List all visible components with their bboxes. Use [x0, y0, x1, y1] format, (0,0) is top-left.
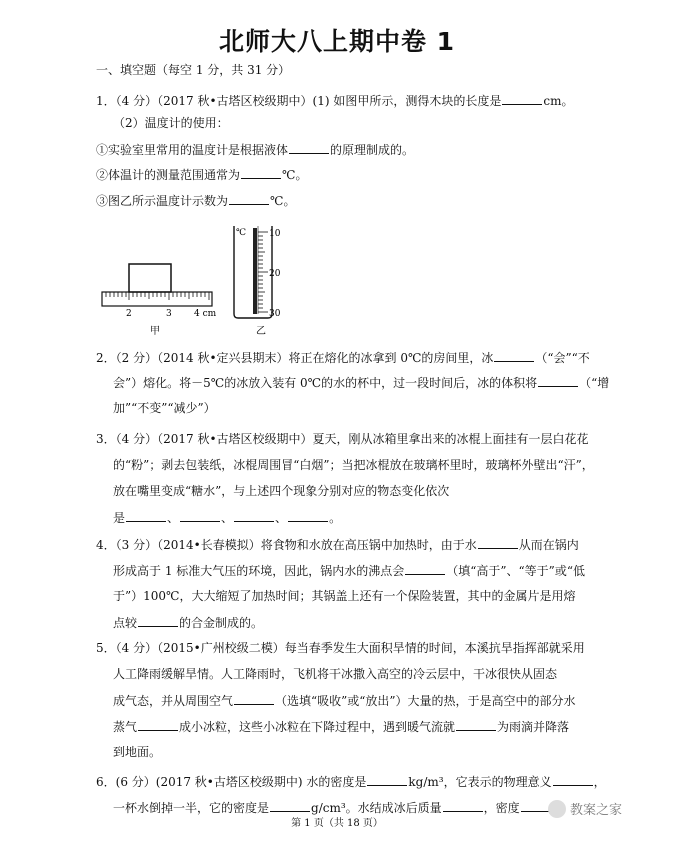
q5-line5: 到地面。	[113, 745, 162, 759]
q5-line1: 5．（4 分）（2015•广州校级二模）每当春季发生大面积旱情的时间，本溪抗旱指挥部就采用	[96, 641, 585, 655]
q3-line1: 3．（4 分）（2017 秋•古塔区校级期中）夏天，刚从冰箱里拿出来的冰棍上面挂有一层白花花	[96, 432, 589, 446]
q4-line1: 4．（3 分）（2014•长春模拟）将食物和水放在高压锅中加热时，由于水 从而在锅内	[96, 538, 579, 552]
q5-line3: 成气态，并从周围空气 （选填“吸收”或“放出”）大量的热，于是高空中的部分水	[113, 694, 576, 708]
ruler-tick-label: 4 cm	[194, 309, 217, 319]
q1-line5: ③图乙所示温度计示数为 ℃。	[96, 194, 296, 208]
blank	[138, 614, 178, 627]
blank	[229, 192, 269, 205]
blank	[405, 562, 445, 575]
q6-line2: 一杯水倒掉一半，它的密度是 g/cm³。水结成冰后质量 ，密度	[113, 799, 593, 816]
watermark	[548, 799, 622, 818]
blank	[367, 773, 407, 786]
thermometer-tick-label: 20	[269, 269, 281, 279]
q1-line4: ②体温计的测量范围通常为 ℃。	[96, 168, 308, 182]
thermometer-unit: ℃	[236, 228, 247, 238]
q5-line4: 蒸气 成小冰粒，这些小冰粒在下降过程中，遇到暖气流就 为雨滴并降落	[113, 720, 570, 734]
blank	[180, 509, 220, 522]
thermometer-tick-label: 30	[269, 309, 281, 319]
section-heading: 一、填空题（每空 1 分，共 31 分）	[96, 63, 291, 77]
blank	[502, 92, 542, 105]
ruler-figure	[98, 258, 218, 338]
figure-caption-yi: 乙	[256, 326, 266, 337]
q6-line1: 6．(6 分）(2017 秋•古塔区校级期中) 水的密度是 kg/m³，它表示的物理意义 ，	[96, 775, 606, 789]
blank	[553, 773, 593, 786]
q1-line2: （2）温度计的使用：	[113, 116, 229, 130]
blank	[234, 692, 274, 705]
blank	[538, 374, 578, 387]
liquid-column	[253, 228, 257, 314]
blank	[521, 799, 551, 812]
thermometer-tick-label: 10	[269, 229, 281, 239]
q3-line3: 放在嘴里变成“糖水”，与上述四个现象分别对应的物态变化依次	[113, 484, 450, 498]
q1-line1: 1．（4 分）（2017 秋•古塔区校级期中）(1) 如图甲所示，测得木块的长度是 cm。	[96, 94, 574, 108]
q3-line4: 是 、 、 、 。	[113, 511, 342, 525]
blank	[289, 141, 329, 154]
q4-line3: 于”）100℃，大大缩短了加热时间；其锅盖上还有一个保险装置，其中的金属片是用熔	[113, 589, 576, 603]
figure-caption-jia: 甲	[150, 326, 160, 337]
wood-block	[129, 264, 171, 292]
q3-line2: 的“粉”；剥去包装纸，冰棍周围冒“白烟”；当把冰棍放在玻璃杯里时，玻璃杯外壁出“汗”，	[113, 458, 594, 472]
blank	[443, 799, 483, 812]
q1-line3: ①实验室里常用的温度计是根据液体 的原理制成的。	[96, 143, 415, 157]
blank	[288, 509, 328, 522]
thermometer-ticks	[258, 232, 268, 312]
q2-line3: 加”“不变”“减少”）	[113, 401, 216, 415]
q2-line1: 2．（2 分）（2014 秋•定兴县期末）将正在熔化的冰拿到 0℃的房间里，冰 （“会”“不	[96, 351, 590, 365]
blank	[270, 799, 310, 812]
blank	[478, 536, 518, 549]
blank	[494, 349, 534, 362]
watermark-text: 教案之家	[570, 803, 623, 818]
blank	[138, 718, 178, 731]
blank	[234, 509, 274, 522]
thermometer-figure	[228, 222, 298, 340]
blank	[456, 718, 496, 731]
ruler-tick-label: 2	[126, 309, 132, 319]
page-title: 北师大八上期中卷 1	[218, 27, 456, 56]
blank	[126, 509, 166, 522]
page-footer: 第 1 页（共 18 页）	[291, 818, 383, 829]
ruler-ticks	[106, 292, 209, 300]
blank	[241, 166, 281, 179]
q5-line2: 人工降雨缓解旱情。人工降雨时，飞机将干冰撒入高空的冷云层中，干冰很快从固态	[113, 667, 558, 681]
q2-line2: 会”）熔化。将－5℃的冰放入装有 0℃的水的杯中，过一段时间后，冰的体积将 （“增	[113, 376, 610, 390]
q4-line2: 形成高于 1 标准大气压的环境，因此，锅内水的沸点会 （填“高于”、“等于”或“低	[113, 564, 585, 578]
ruler-tick-label: 3	[166, 309, 172, 319]
q4-line4: 点较 的合金制成的。	[113, 616, 264, 630]
wechat-icon	[548, 800, 566, 818]
